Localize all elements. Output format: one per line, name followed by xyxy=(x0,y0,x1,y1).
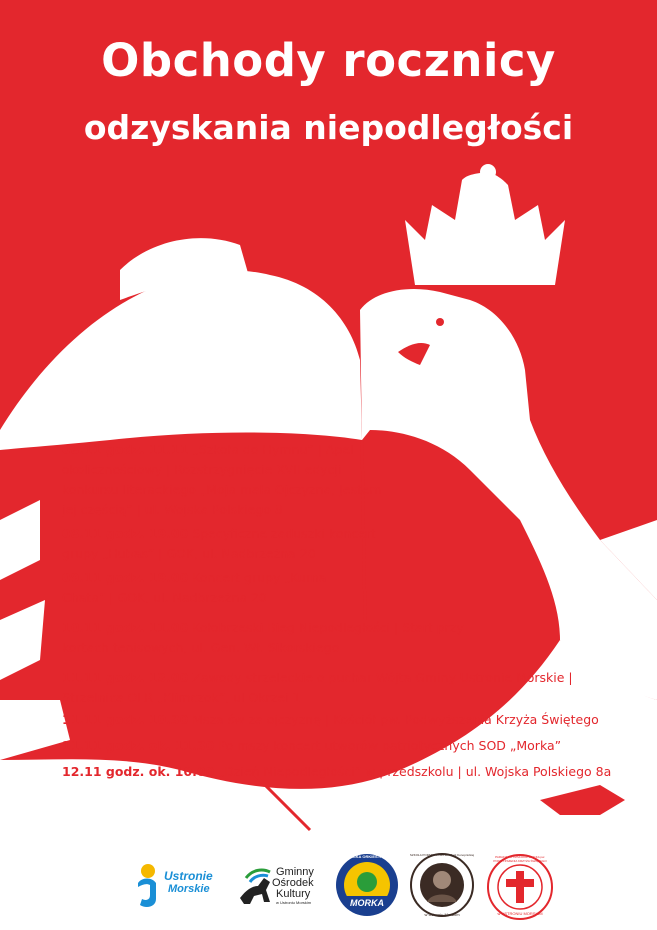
event-date: 08.11 godz. 11.11 xyxy=(62,442,189,457)
orkiestra-morka-logo xyxy=(334,852,400,918)
gok-logo-subtext: w Ustroniu Morskim xyxy=(276,900,312,905)
event-date: 10.11 godz. 11.00 xyxy=(62,620,189,635)
event-item xyxy=(62,440,382,520)
event-item xyxy=(62,736,632,756)
horse-icon xyxy=(236,864,276,909)
event-date: 11.11 godz. ok. 11.30 xyxy=(62,738,215,753)
event-item xyxy=(62,618,502,658)
gok-logo-text: Ośrodek xyxy=(272,877,314,889)
event-item xyxy=(62,524,382,564)
event-description: Kołobrzeski Bieg Niepodległości | Start przy kortach tenisowych, ul. Gen. Wł. Sikorskiego xyxy=(62,620,464,655)
event-date: 08.11 godz. 19.00 xyxy=(62,526,189,541)
parafia-bottom-text: w USTRONIU MORSKIM xyxy=(497,911,543,916)
ustronie-morskie-logo xyxy=(132,855,222,915)
szkola-logo xyxy=(407,852,477,922)
event-item xyxy=(62,568,362,608)
page-subtitle: odzyskania niepodległości xyxy=(83,108,574,147)
event-item xyxy=(62,710,632,730)
event-item xyxy=(62,668,632,708)
parafia-ring-text: PARAFIA RZYMSKOKATOLICKA pw. PODWYŻSZENIA KRZYŻA ŚWIĘTEGO xyxy=(493,855,547,863)
event-date: 11.11 godz. 10.30 xyxy=(62,712,189,727)
event-date: 09.11 godz. 19.00 xyxy=(62,570,189,585)
orchestra-badge-icon xyxy=(334,852,400,918)
ustronie-logo-text: Morskie xyxy=(168,883,210,895)
gok-logo-text: Kultury xyxy=(276,888,311,900)
ustronie-logo-text: Ustronie xyxy=(164,869,213,883)
event-description: Po mszy koncert utworów patriotycznych SOD „Morka” xyxy=(214,738,562,753)
event-description: „Szkoła do Hymnu” | Apel okolicznościowy | Rozstrzygnięcie XVII edycji konkursu literackiego „Moja mała Ojczyzna, Jestem jej częścią” | ul. Wojska Polskiego 8 xyxy=(62,442,382,517)
event-date: 12.11 godz. ok. 10.00 xyxy=(62,764,215,779)
event-description: Msza św za ojczyznę | Kościół pw. Podwyższenia Krzyża Świętego xyxy=(188,712,599,727)
orkiestra-name: MORKA xyxy=(350,898,384,908)
szkola-ring-text: SZKOŁA PODSTAWOWA im. Marii Konopnickiej xyxy=(409,853,475,857)
page-title: Obchody rocznicy xyxy=(101,34,556,87)
gok-logo-text: Gminny xyxy=(276,866,314,878)
event-description: „Dzień Niepodległości” w przedszkolu | ul. Wojska Polskiego 8a xyxy=(214,764,612,779)
gok-logo xyxy=(236,862,336,912)
parafia-logo xyxy=(486,853,554,921)
orkiestra-ring-text: STRAŻACKA ORKIESTRA DĘTA xyxy=(336,854,398,859)
event-date: 11.11 godz. 13.00 xyxy=(62,670,189,685)
event-description: Specyficzne zaduszki koncert grupy „Hubas” | GOK, ul. Nadbrzeżna 20 xyxy=(62,526,376,561)
event-description: Koncert grupy „Kurna Chata” | GOK, ul. Nadbrzeżna 20 xyxy=(62,570,327,605)
event-description: Zawody strzeleckie o puchar Wójta Gminy Ustronie Morskie | Strzelnica OLR „Klimczok”, ul Okrzei 1 xyxy=(62,670,573,705)
szkola-bottom-text: w Ustroniu Morskim xyxy=(424,912,460,917)
event-item xyxy=(62,762,632,782)
